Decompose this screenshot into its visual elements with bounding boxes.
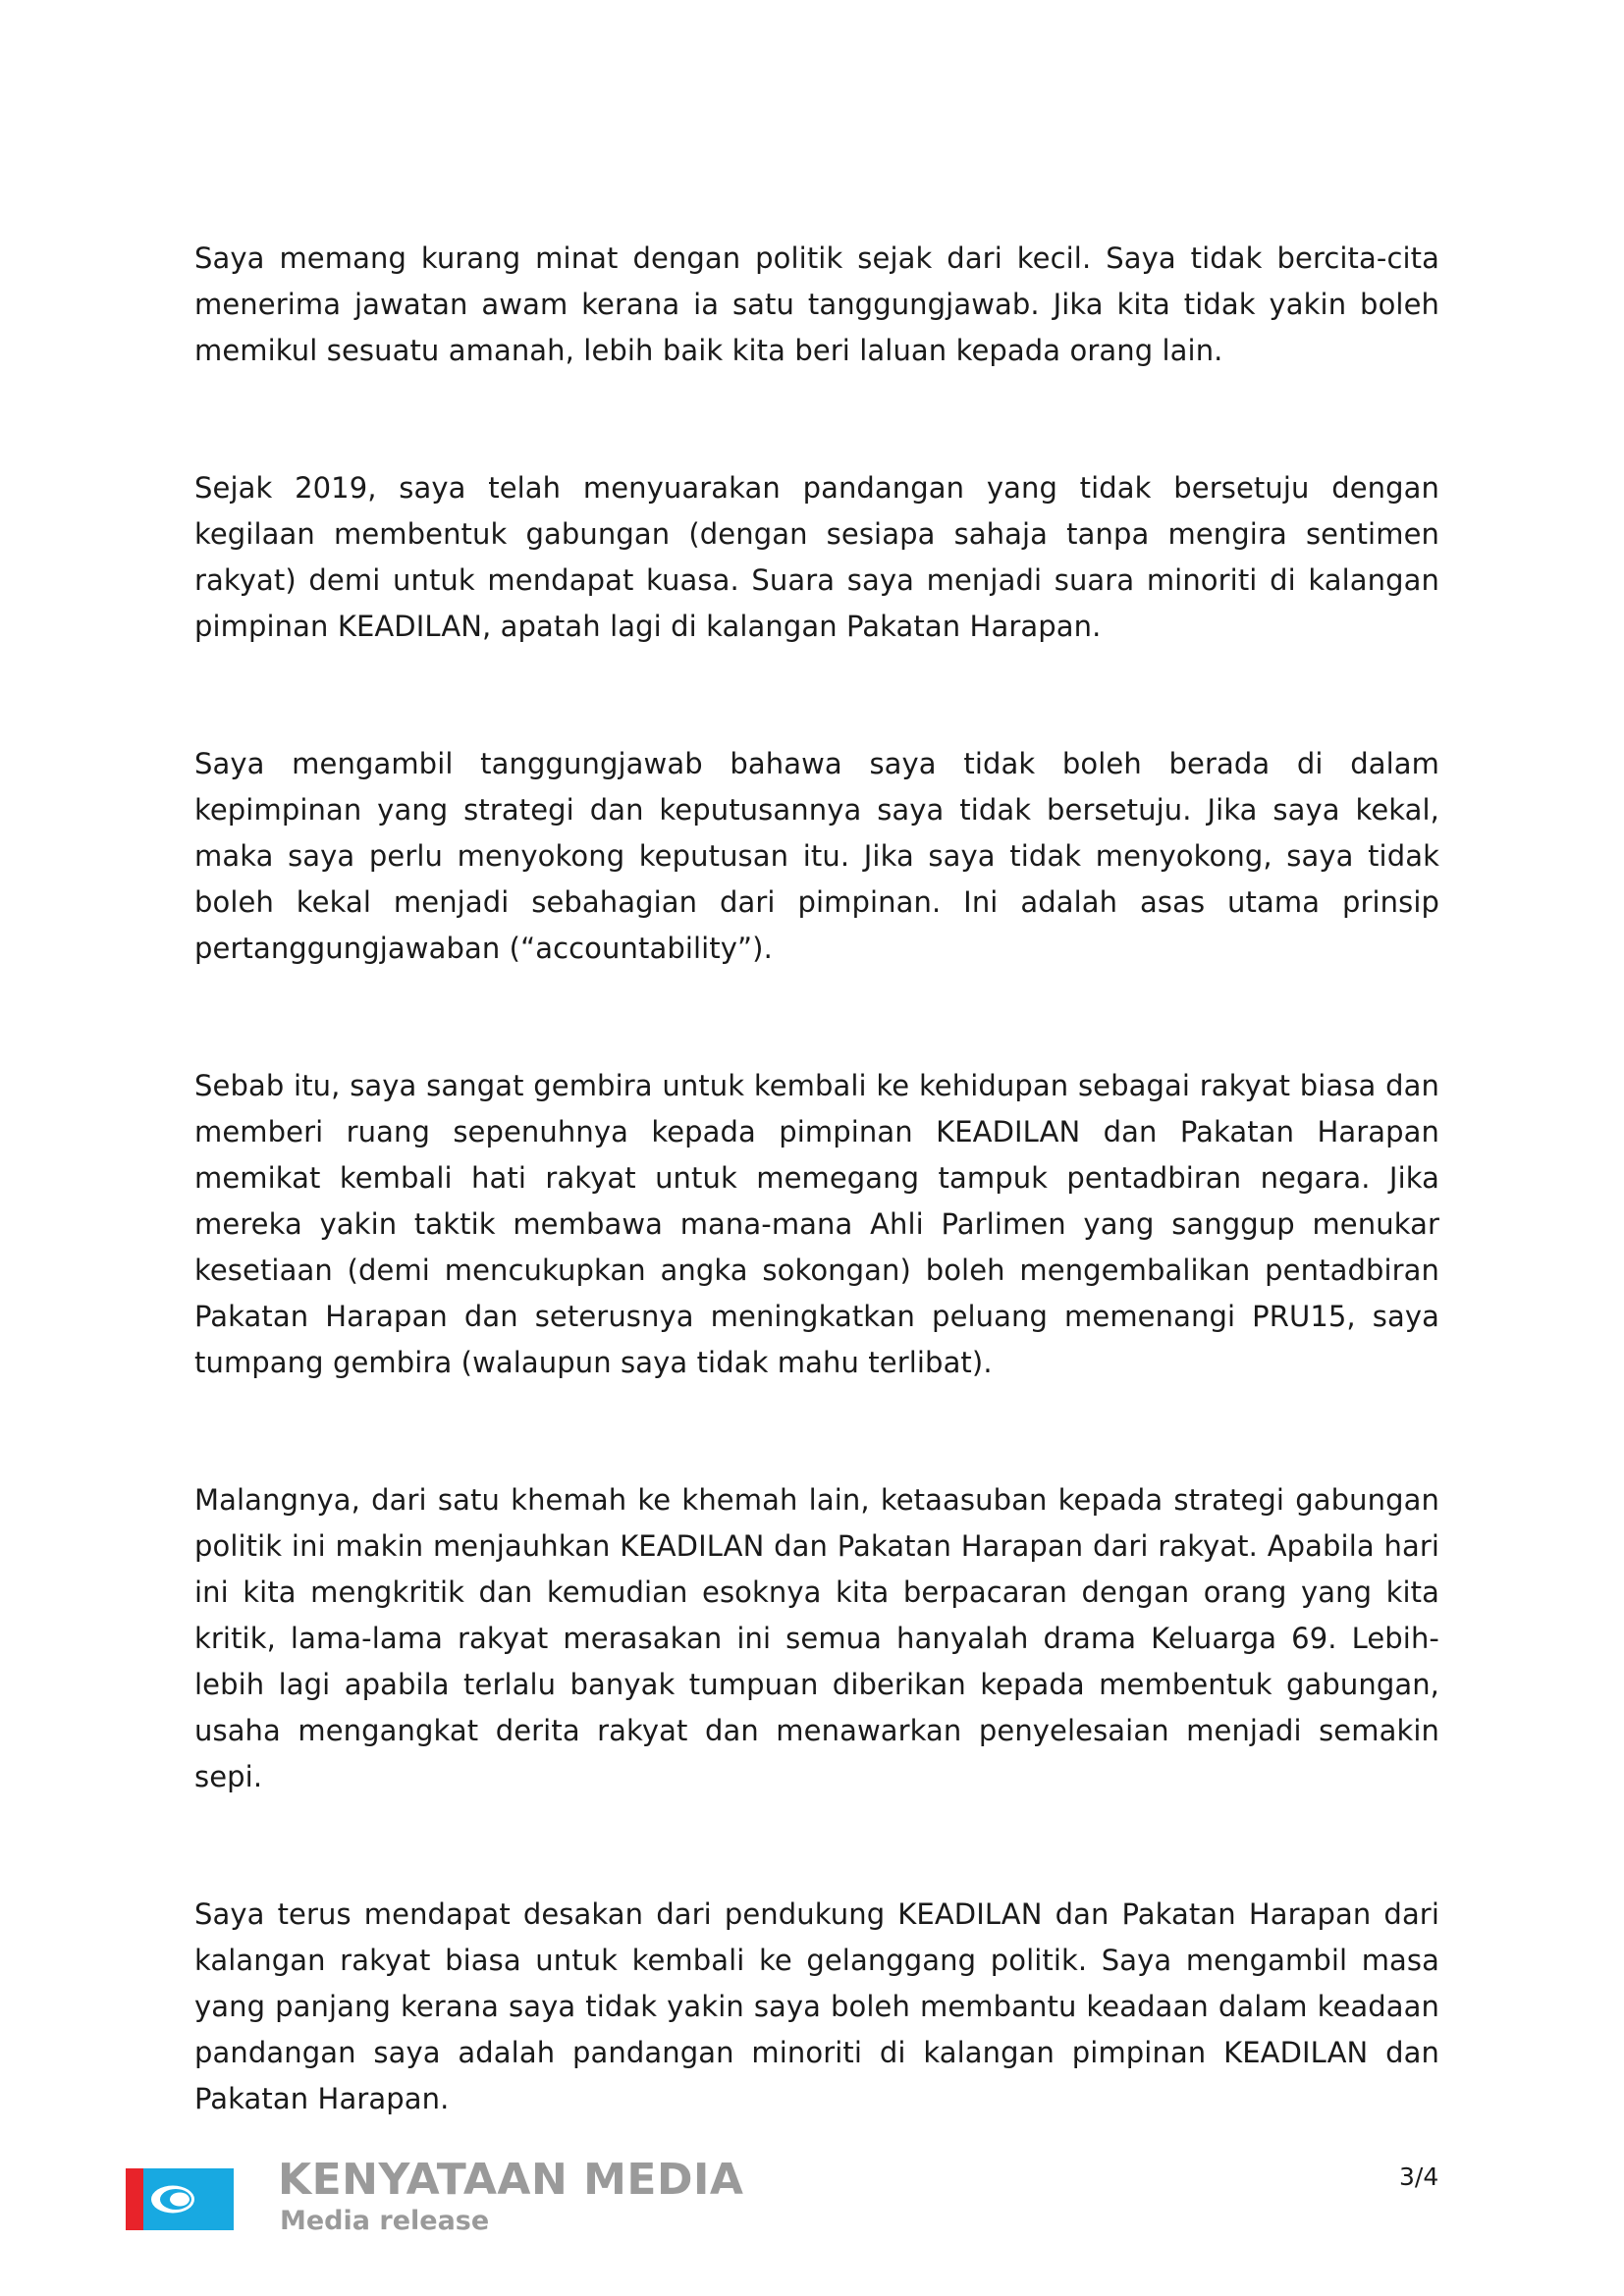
paragraph-2: Sejak 2019, saya telah menyuarakan pandangan yang tidak bersetuju dengan kegilaan membentuk gabungan (dengan sesiapa sahaja tanpa mengira sentimen rakyat) demi untuk mendapat kuasa. Suara saya menjadi suara minoriti di kalangan pimpinan KEADILAN, apatah lagi di kalangan Pakatan Harapan.: [194, 471, 1439, 643]
footer-subtitle: Media release: [280, 2206, 490, 2236]
logo-blue-box: [143, 2168, 234, 2230]
logo-eye-icon: [143, 2168, 234, 2230]
page-number: 3/4: [1399, 2163, 1439, 2191]
footer-title: KENYATAAN MEDIA: [278, 2155, 744, 2205]
keadilan-logo-icon: [126, 2168, 234, 2230]
logo-red-bar: [126, 2168, 143, 2230]
paragraph-3: Saya mengambil tanggungjawab bahawa saya tidak boleh berada di dalam kepimpinan yang strategi dan keputusannya saya tidak bersetuju. Jika saya kekal, maka saya perlu menyokong keputusan itu. Jika saya tidak menyokong, saya tidak boleh kekal menjadi sebahagian dari pimpinan. Ini adalah asas utama prinsip pertanggungjawaban (“accountability”).: [194, 747, 1439, 965]
paragraph-5: Malangnya, dari satu khemah ke khemah lain, ketaasuban kepada strategi gabungan politik ini makin menjauhkan KEADILAN dan Pakatan Harapan dari rakyat. Apabila hari ini kita mengkritik dan kemudian esoknya kita berpacaran dengan orang yang kita kritik, lama-lama rakyat merasakan ini semua hanyalah drama Keluarga 69. Lebih-lebih lagi apabila terlalu banyak tumpuan diberikan kepada membentuk gabungan, usaha mengangkat derita rakyat dan menawarkan penyelesaian menjadi semakin sepi.: [194, 1483, 1439, 1793]
paragraph-6: Saya terus mendapat desakan dari pendukung KEADILAN dan Pakatan Harapan dari kalangan rakyat biasa untuk kembali ke gelanggang politik. Saya mengambil masa yang panjang kerana saya tidak yakin saya boleh membantu keadaan dalam keadaan pandangan saya adalah pandangan minoriti di kalangan pimpinan KEADILAN dan Pakatan Harapan.: [194, 1897, 1439, 2115]
document-body: [194, 236, 1439, 2214]
paragraph-4: Sebab itu, saya sangat gembira untuk kembali ke kehidupan sebagai rakyat biasa dan memberi ruang sepenuhnya kepada pimpinan KEADILAN dan Pakatan Harapan memikat kembali hati rakyat untuk memegang tampuk pentadbiran negara. Jika mereka yakin taktik membawa mana-mana Ahli Parlimen yang sanggup menukar kesetiaan (demi mencukupkan angka sokongan) boleh mengembalikan pentadbiran Pakatan Harapan dan seterusnya meningkatkan peluang memenangi PRU15, saya tumpang gembira (walaupun saya tidak mahu terlibat).: [194, 1069, 1439, 1379]
paragraph-1: Saya memang kurang minat dengan politik sejak dari kecil. Saya tidak bercita-cita menerima jawatan awam kerana ia satu tanggungjawab. Jika kita tidak yakin boleh memikul sesuatu amanah, lebih baik kita beri laluan kepada orang lain.: [194, 241, 1439, 367]
